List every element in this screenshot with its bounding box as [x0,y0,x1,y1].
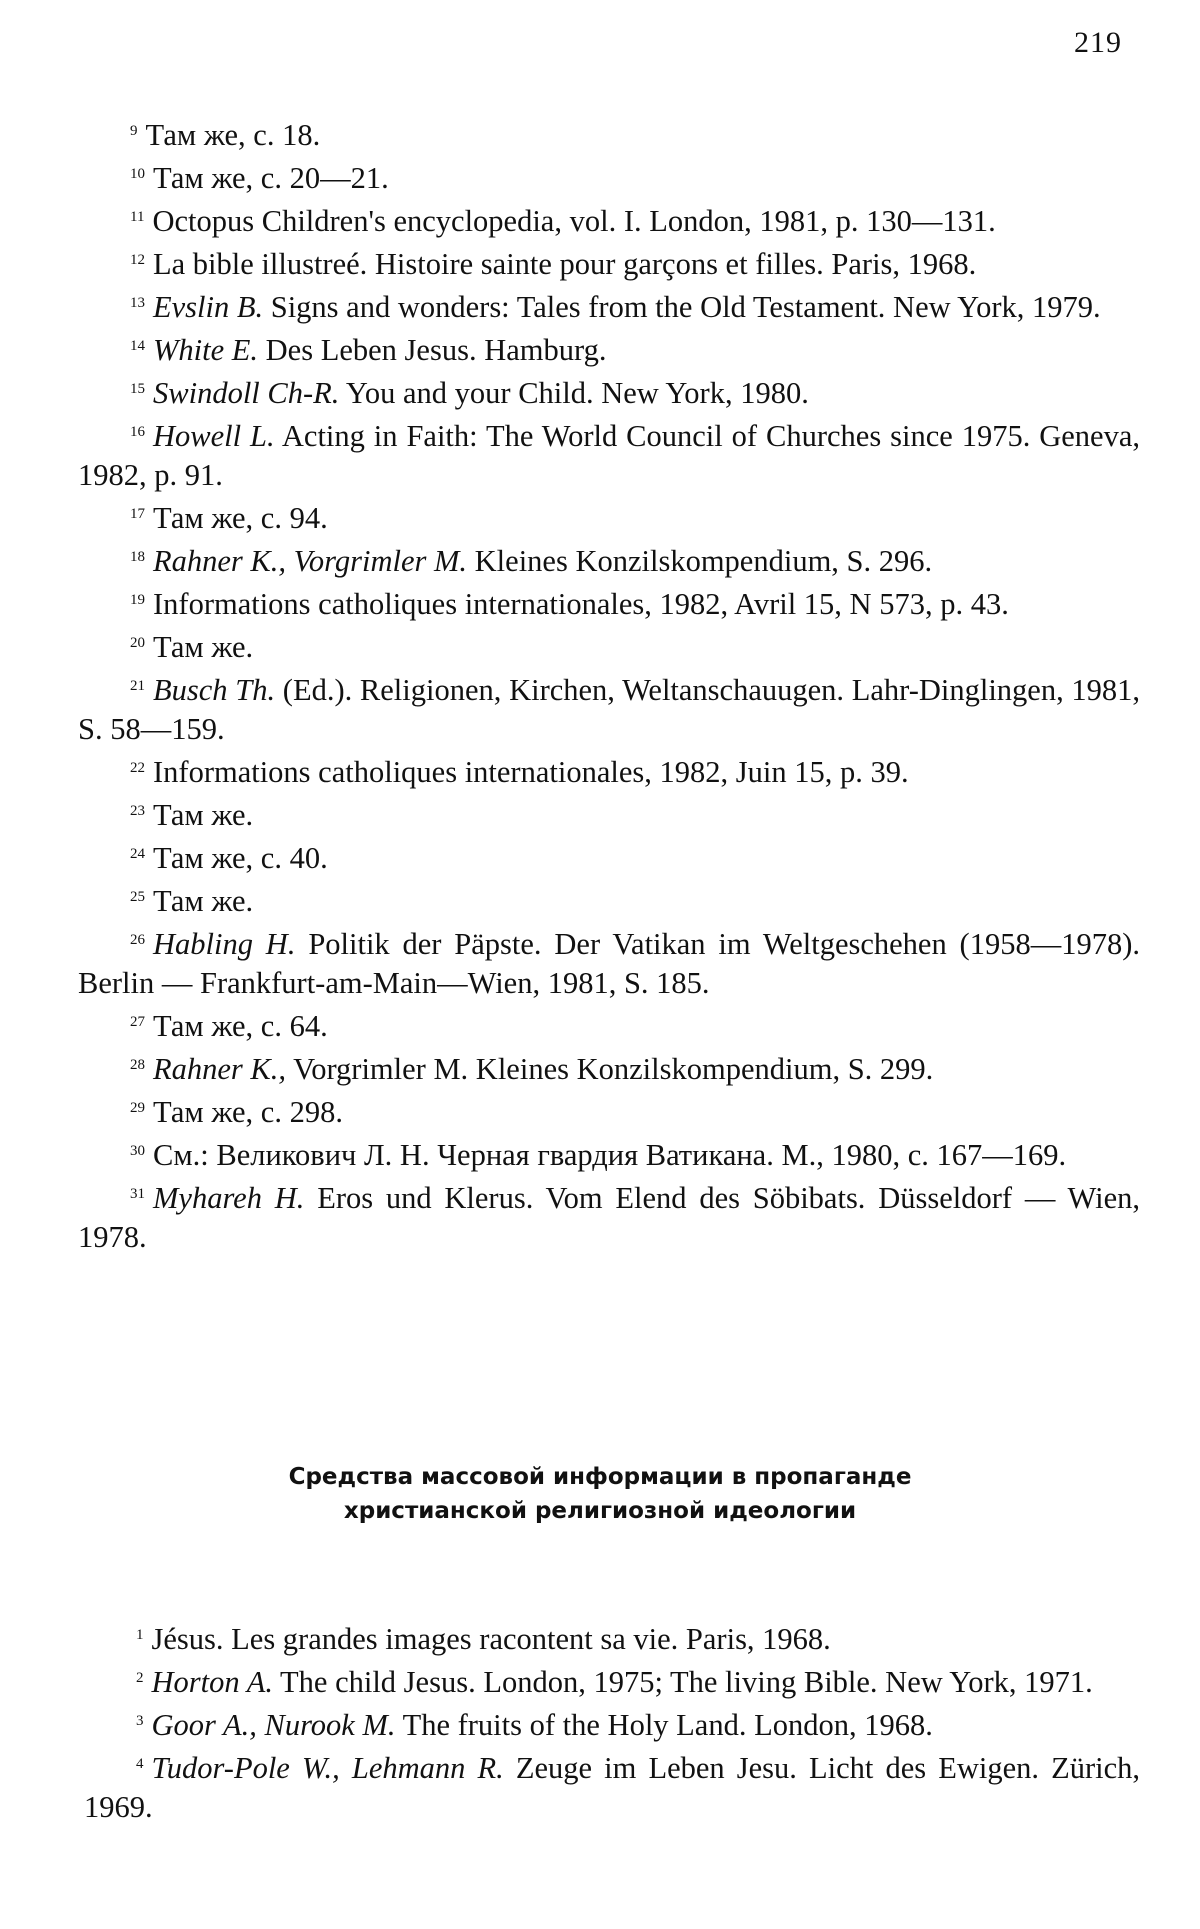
footnote-number: 10 [130,166,145,182]
footnote-text: You and your Child. New York, 1980. [345,376,809,410]
footnote-text: Informations catholiques internationales, 1982, Juin 15, p. 39. [153,755,909,789]
footnote [78,921,1140,1003]
footnote [84,1616,1140,1659]
footnote [78,1089,1140,1132]
footnote [78,749,1140,792]
footnote [78,112,1140,155]
footnote-author: Horton A. [151,1665,273,1699]
footnote-text: Jésus. Les grandes images racontent sa vie. Paris, 1968. [151,1622,831,1656]
footnote-text: Acting in Faith: The World Council of Churches since 1975. Geneva, 1982, p. 91. [78,419,1141,492]
footnote-number: 26 [130,932,145,948]
footnote-text: Informations catholiques internationales, 1982, Avril 15, N 573, p. 43. [153,587,1009,621]
footnote-number: 27 [130,1014,145,1030]
footnote-text: Kleines Konzilskompendium, S. 296. [474,544,933,578]
footnote-number: 21 [130,678,145,694]
footnote [78,1046,1140,1089]
footnote [84,1702,1140,1745]
footnote-number: 18 [130,549,145,565]
footnote-text: Там же, с. 20—21. [153,161,389,195]
footnotes-list [78,112,1140,1257]
footnote [78,878,1140,921]
footnote-text: Des Leben Jesus. Hamburg. [265,333,607,367]
footnote-text: The fruits of the Holy Land. London, 1968. [402,1708,933,1742]
footnote-number: 28 [130,1057,145,1073]
footnote-number: 20 [130,635,145,651]
footnote [78,581,1140,624]
footnote-number: 3 [136,1713,144,1729]
footnote [78,624,1140,667]
footnote-author: Howell L. [153,419,275,453]
footnote-text: The child Jesus. London, 1975; The living Bible. New York, 1971. [280,1665,1093,1699]
footnote [78,370,1140,413]
footnote-text: Там же, с. 298. [153,1095,343,1129]
footnote-number: 16 [130,424,145,440]
footnote [78,1175,1140,1257]
footnote-text: Eros und Klerus. Vom Elend des Söbibats. Düsseldorf — Wien, 1978. [78,1181,1140,1254]
footnote-text: Octopus Children's encyclopedia, vol. I. London, 1981, p. 130—131. [152,204,996,238]
footnote-text: Там же, с. 64. [153,1009,328,1043]
footnote-author: Rahner K., [153,1052,287,1086]
footnote [78,1003,1140,1046]
section-footnotes-list [84,1616,1140,1827]
footnote-text: Там же, с. 94. [153,501,328,535]
footnote-text: Там же. [153,798,254,832]
footnote-author: Evslin B. [153,290,264,324]
footnote-author: Myhareh H. [153,1181,305,1215]
footnote-number: 25 [130,889,145,905]
footnote-author: Tudor-Pole W., Lehmann R. [151,1751,504,1785]
footnote [78,327,1140,370]
footnote-text: Там же. [153,630,254,664]
footnote [78,538,1140,581]
footnote-author: Rahner K., Vorgrimler M. [153,544,468,578]
footnote [78,155,1140,198]
footnote [78,495,1140,538]
footnote-text: Там же. [153,884,254,918]
section-heading-line-1: Средства массовой информации в пропаганде [288,1464,912,1490]
footnote [78,241,1140,284]
footnote-number: 17 [130,506,145,522]
footnote [78,413,1140,495]
footnote-number: 31 [130,1186,145,1202]
footnote-text: Zeuge im Leben Jesu. Licht des Ewigen. Zürich, 1969. [84,1751,1141,1824]
footnote-text: Vorgrimler M. Kleines Konzilskompendium, S. 299. [293,1052,934,1086]
footnote-author: Swindoll Ch-R. [153,376,340,410]
footnote-number: 14 [130,338,145,354]
footnote-number: 9 [130,123,138,139]
footnote [78,835,1140,878]
footnote-number: 30 [130,1143,145,1159]
footnote-number: 1 [136,1627,144,1643]
footnote [78,1132,1140,1175]
footnote-text: La bible illustreé. Histoire sainte pour garçons et filles. Paris, 1968. [153,247,977,281]
footnote-number: 22 [130,760,145,776]
footnote [84,1659,1140,1702]
footnote-number: 13 [130,295,145,311]
section-heading [0,1460,1200,1528]
footnote-author: White E. [153,333,259,367]
footnote-text: Там же, с. 40. [153,841,328,875]
footnote-author: Goor A., Nurook M. [151,1708,396,1742]
footnote-text: Там же, с. 18. [145,118,321,152]
footnote-number: 23 [130,803,145,819]
footnote-text: См.: Великович Л. Н. Черная гвардия Ватикана. М., 1980, с. 167—169. [153,1138,1067,1172]
footnote-author: Busch Th. [153,673,276,707]
footnote [78,667,1140,749]
footnote-number: 2 [136,1670,144,1686]
footnote-author: Habling H. [153,927,296,961]
footnote-text: Politik der Päpste. Der Vatikan im Weltgeschehen (1958—1978). Berlin — Frankfurt-am-Main—Wien, 1981, S. 185. [78,927,1140,1000]
footnote-number: 15 [130,381,145,397]
footnote-number: 11 [130,209,145,225]
footnote-number: 19 [130,592,145,608]
footnote [78,198,1140,241]
page-number: 219 [1074,26,1122,59]
footnote-number: 4 [136,1756,144,1772]
footnote-text: (Ed.). Religionen, Kirchen, Weltanschauugen. Lahr-Dinglingen, 1981, S. 58—159. [78,673,1141,746]
footnote-text: Signs and wonders: Tales from the Old Testament. New York, 1979. [270,290,1101,324]
footnote [78,284,1140,327]
footnote-number: 29 [130,1100,145,1116]
footnote-number: 24 [130,846,145,862]
footnote-number: 12 [130,252,145,268]
footnote [78,792,1140,835]
section-heading-line-2: христианской религиозной идеологии [343,1498,857,1524]
footnote [84,1745,1140,1827]
